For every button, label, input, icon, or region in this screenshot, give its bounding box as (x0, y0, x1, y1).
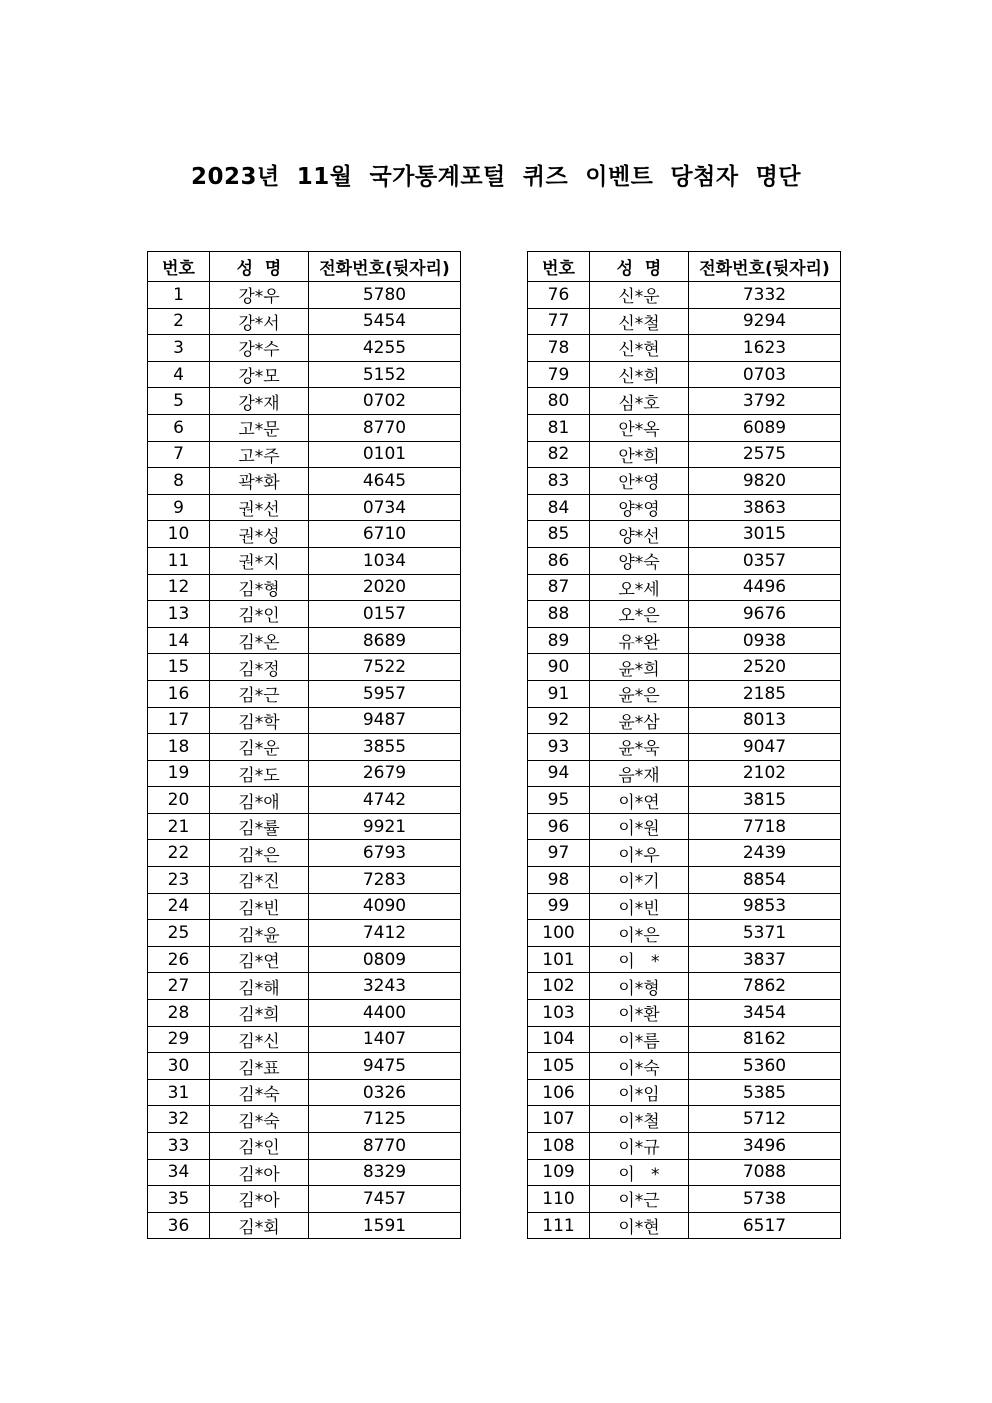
cell-number: 29 (148, 1026, 210, 1053)
table-row (148, 813, 461, 840)
table-row (528, 1186, 841, 1213)
cell-number: 106 (528, 1079, 590, 1106)
cell-name: 이*현 (590, 1212, 689, 1239)
cell-name: 안*희 (590, 441, 689, 468)
cell-number: 15 (148, 654, 210, 681)
cell-phone: 0938 (689, 627, 841, 654)
cell-phone: 1591 (309, 1212, 461, 1239)
cell-name: 김*윤 (210, 920, 309, 947)
table-row (528, 946, 841, 973)
header-name: 성 명 (590, 252, 689, 282)
cell-name: 윤*삼 (590, 707, 689, 734)
cell-phone: 7862 (689, 973, 841, 1000)
cell-name: 김*숙 (210, 1079, 309, 1106)
cell-phone: 9820 (689, 468, 841, 495)
cell-phone: 9853 (689, 893, 841, 920)
table-row (148, 1212, 461, 1239)
table-row (528, 601, 841, 628)
cell-number: 14 (148, 627, 210, 654)
cell-phone: 2679 (309, 760, 461, 787)
cell-phone: 6793 (309, 840, 461, 867)
cell-phone: 6517 (689, 1212, 841, 1239)
table-row (148, 494, 461, 521)
header-row (528, 252, 841, 282)
table-row (528, 787, 841, 814)
cell-name: 강*모 (210, 361, 309, 388)
cell-phone: 8329 (309, 1159, 461, 1186)
cell-number: 95 (528, 787, 590, 814)
cell-number: 8 (148, 468, 210, 495)
cell-number: 76 (528, 282, 590, 309)
cell-phone: 8770 (309, 1133, 461, 1160)
cell-name: 이*환 (590, 1000, 689, 1027)
cell-name: 권*지 (210, 547, 309, 574)
cell-number: 94 (528, 760, 590, 787)
cell-number: 110 (528, 1186, 590, 1213)
cell-number: 103 (528, 1000, 590, 1027)
cell-number: 19 (148, 760, 210, 787)
table-row (528, 973, 841, 1000)
table-row (148, 574, 461, 601)
cell-name: 강*서 (210, 308, 309, 335)
table-row (148, 441, 461, 468)
cell-phone: 7332 (689, 282, 841, 309)
table-row (528, 1000, 841, 1027)
cell-phone: 0101 (309, 441, 461, 468)
table-row (148, 468, 461, 495)
cell-name: 이*규 (590, 1133, 689, 1160)
table-row (148, 388, 461, 415)
cell-name: 신*희 (590, 361, 689, 388)
table-row (148, 627, 461, 654)
table-row (528, 282, 841, 309)
cell-name: 김*인 (210, 1133, 309, 1160)
cell-name: 안*영 (590, 468, 689, 495)
table-row (528, 840, 841, 867)
page-title: 2023년 11월 국가통계포털 퀴즈 이벤트 당첨자 명단 (190, 164, 802, 190)
cell-phone: 4742 (309, 787, 461, 814)
table-row (528, 707, 841, 734)
cell-phone: 7522 (309, 654, 461, 681)
table-row (148, 308, 461, 335)
cell-phone: 4255 (309, 335, 461, 362)
cell-number: 20 (148, 787, 210, 814)
cell-name: 김*애 (210, 787, 309, 814)
table-row (528, 867, 841, 894)
cell-name: 김*률 (210, 813, 309, 840)
cell-number: 11 (148, 547, 210, 574)
cell-number: 84 (528, 494, 590, 521)
cell-number: 35 (148, 1186, 210, 1213)
cell-name: 이*철 (590, 1106, 689, 1133)
cell-name: 이*빈 (590, 893, 689, 920)
cell-number: 97 (528, 840, 590, 867)
cell-number: 91 (528, 680, 590, 707)
cell-phone: 5957 (309, 680, 461, 707)
cell-phone: 0703 (689, 361, 841, 388)
cell-name: 이*은 (590, 920, 689, 947)
cell-name: 음*재 (590, 760, 689, 787)
cell-phone: 0157 (309, 601, 461, 628)
cell-name: 이 * (590, 1159, 689, 1186)
cell-number: 93 (528, 734, 590, 761)
table-row (528, 1079, 841, 1106)
table-row (148, 1106, 461, 1133)
winners-table-right (527, 251, 841, 1239)
cell-number: 28 (148, 1000, 210, 1027)
header-phone: 전화번호(뒷자리) (689, 252, 841, 282)
cell-number: 1 (148, 282, 210, 309)
cell-name: 이*근 (590, 1186, 689, 1213)
cell-phone: 7283 (309, 867, 461, 894)
table-row (528, 680, 841, 707)
cell-number: 6 (148, 414, 210, 441)
table-row (148, 414, 461, 441)
cell-number: 87 (528, 574, 590, 601)
table-row (148, 654, 461, 681)
header-number: 번호 (148, 252, 210, 282)
table-row (148, 601, 461, 628)
cell-phone: 5385 (689, 1079, 841, 1106)
cell-phone: 1407 (309, 1026, 461, 1053)
cell-number: 16 (148, 680, 210, 707)
cell-number: 26 (148, 946, 210, 973)
cell-phone: 4496 (689, 574, 841, 601)
table-row (148, 840, 461, 867)
cell-name: 심*호 (590, 388, 689, 415)
cell-number: 3 (148, 335, 210, 362)
winners-table-left (147, 251, 461, 1239)
cell-name: 윤*은 (590, 680, 689, 707)
table-row (148, 1079, 461, 1106)
table-row (528, 388, 841, 415)
cell-number: 108 (528, 1133, 590, 1160)
cell-number: 78 (528, 335, 590, 362)
cell-phone: 7718 (689, 813, 841, 840)
cell-phone: 2185 (689, 680, 841, 707)
cell-phone: 4400 (309, 1000, 461, 1027)
cell-phone: 5712 (689, 1106, 841, 1133)
cell-phone: 2439 (689, 840, 841, 867)
cell-name: 강*재 (210, 388, 309, 415)
header-number: 번호 (528, 252, 590, 282)
cell-name: 김*근 (210, 680, 309, 707)
header-phone: 전화번호(뒷자리) (309, 252, 461, 282)
cell-name: 신*현 (590, 335, 689, 362)
table-row (528, 734, 841, 761)
cell-number: 90 (528, 654, 590, 681)
header-row (148, 252, 461, 282)
cell-number: 96 (528, 813, 590, 840)
cell-number: 86 (528, 547, 590, 574)
cell-phone: 2575 (689, 441, 841, 468)
table-row (148, 361, 461, 388)
cell-number: 80 (528, 388, 590, 415)
cell-number: 17 (148, 707, 210, 734)
cell-number: 12 (148, 574, 210, 601)
cell-name: 이*숙 (590, 1053, 689, 1080)
cell-number: 100 (528, 920, 590, 947)
cell-phone: 7412 (309, 920, 461, 947)
cell-phone: 5780 (309, 282, 461, 309)
cell-name: 윤*욱 (590, 734, 689, 761)
cell-number: 105 (528, 1053, 590, 1080)
table-row (528, 335, 841, 362)
cell-number: 111 (528, 1212, 590, 1239)
cell-number: 79 (528, 361, 590, 388)
cell-phone: 2102 (689, 760, 841, 787)
cell-name: 오*은 (590, 601, 689, 628)
cell-phone: 9487 (309, 707, 461, 734)
cell-phone: 5738 (689, 1186, 841, 1213)
cell-number: 99 (528, 893, 590, 920)
cell-name: 김*형 (210, 574, 309, 601)
cell-name: 김*아 (210, 1186, 309, 1213)
cell-number: 36 (148, 1212, 210, 1239)
cell-name: 김*은 (210, 840, 309, 867)
cell-name: 이*임 (590, 1079, 689, 1106)
cell-phone: 8854 (689, 867, 841, 894)
cell-name: 김*숙 (210, 1106, 309, 1133)
cell-phone: 7125 (309, 1106, 461, 1133)
cell-name: 고*문 (210, 414, 309, 441)
cell-phone: 5371 (689, 920, 841, 947)
cell-name: 김*온 (210, 627, 309, 654)
cell-name: 김*인 (210, 601, 309, 628)
table-row (148, 1133, 461, 1160)
cell-number: 34 (148, 1159, 210, 1186)
table-row (528, 813, 841, 840)
cell-phone: 8770 (309, 414, 461, 441)
cell-phone: 9921 (309, 813, 461, 840)
table-row (148, 282, 461, 309)
cell-phone: 1034 (309, 547, 461, 574)
cell-number: 109 (528, 1159, 590, 1186)
cell-name: 권*성 (210, 521, 309, 548)
cell-phone: 0734 (309, 494, 461, 521)
table-row (528, 1026, 841, 1053)
cell-number: 13 (148, 601, 210, 628)
table-row (148, 893, 461, 920)
cell-name: 이*형 (590, 973, 689, 1000)
table-row (148, 734, 461, 761)
cell-name: 김*희 (210, 1000, 309, 1027)
cell-number: 101 (528, 946, 590, 973)
cell-phone: 1623 (689, 335, 841, 362)
cell-number: 83 (528, 468, 590, 495)
table-row (148, 867, 461, 894)
table-row (528, 1212, 841, 1239)
cell-name: 이*우 (590, 840, 689, 867)
table-row (148, 787, 461, 814)
table-row (528, 414, 841, 441)
cell-number: 4 (148, 361, 210, 388)
table-row (528, 1053, 841, 1080)
cell-phone: 4090 (309, 893, 461, 920)
cell-phone: 3792 (689, 388, 841, 415)
cell-name: 김*연 (210, 946, 309, 973)
cell-number: 98 (528, 867, 590, 894)
cell-number: 88 (528, 601, 590, 628)
cell-phone: 9676 (689, 601, 841, 628)
cell-name: 유*완 (590, 627, 689, 654)
cell-phone: 4645 (309, 468, 461, 495)
cell-phone: 3243 (309, 973, 461, 1000)
cell-name: 권*선 (210, 494, 309, 521)
table-row (528, 920, 841, 947)
header-name: 성 명 (210, 252, 309, 282)
table-row (148, 1159, 461, 1186)
table-row (528, 441, 841, 468)
cell-number: 92 (528, 707, 590, 734)
cell-number: 25 (148, 920, 210, 947)
cell-number: 31 (148, 1079, 210, 1106)
table-row (148, 760, 461, 787)
table-row (528, 547, 841, 574)
cell-phone: 8689 (309, 627, 461, 654)
cell-name: 김*도 (210, 760, 309, 787)
cell-name: 김*회 (210, 1212, 309, 1239)
cell-name: 김*학 (210, 707, 309, 734)
table-row (528, 893, 841, 920)
table-row (528, 1133, 841, 1160)
cell-number: 2 (148, 308, 210, 335)
cell-phone: 7457 (309, 1186, 461, 1213)
cell-name: 오*세 (590, 574, 689, 601)
cell-name: 김*운 (210, 734, 309, 761)
table-row (528, 521, 841, 548)
table-row (148, 680, 461, 707)
table-row (148, 946, 461, 973)
cell-phone: 5360 (689, 1053, 841, 1080)
cell-number: 104 (528, 1026, 590, 1053)
table-row (148, 920, 461, 947)
cell-number: 7 (148, 441, 210, 468)
cell-name: 김*신 (210, 1026, 309, 1053)
cell-name: 양*숙 (590, 547, 689, 574)
table-row (528, 361, 841, 388)
cell-phone: 5454 (309, 308, 461, 335)
cell-number: 30 (148, 1053, 210, 1080)
table-row (528, 760, 841, 787)
cell-name: 양*선 (590, 521, 689, 548)
cell-phone: 3454 (689, 1000, 841, 1027)
cell-number: 23 (148, 867, 210, 894)
cell-name: 곽*화 (210, 468, 309, 495)
table-row (148, 1186, 461, 1213)
cell-phone: 3837 (689, 946, 841, 973)
table-row (148, 547, 461, 574)
cell-phone: 5152 (309, 361, 461, 388)
cell-number: 24 (148, 893, 210, 920)
table-row (528, 654, 841, 681)
cell-name: 안*옥 (590, 414, 689, 441)
cell-name: 강*우 (210, 282, 309, 309)
table-row (148, 335, 461, 362)
cell-phone: 0702 (309, 388, 461, 415)
cell-name: 윤*희 (590, 654, 689, 681)
table-row (148, 1026, 461, 1053)
cell-phone: 0809 (309, 946, 461, 973)
cell-phone: 3863 (689, 494, 841, 521)
table-row (528, 574, 841, 601)
cell-phone: 6089 (689, 414, 841, 441)
table-row (528, 1159, 841, 1186)
cell-phone: 6710 (309, 521, 461, 548)
cell-number: 21 (148, 813, 210, 840)
cell-name: 김*아 (210, 1159, 309, 1186)
cell-phone: 9294 (689, 308, 841, 335)
cell-name: 김*정 (210, 654, 309, 681)
cell-number: 22 (148, 840, 210, 867)
cell-name: 김*빈 (210, 893, 309, 920)
cell-number: 85 (528, 521, 590, 548)
table-row (528, 308, 841, 335)
cell-phone: 2520 (689, 654, 841, 681)
cell-name: 이*름 (590, 1026, 689, 1053)
cell-name: 김*해 (210, 973, 309, 1000)
table-row (148, 973, 461, 1000)
cell-phone: 9047 (689, 734, 841, 761)
cell-number: 27 (148, 973, 210, 1000)
cell-name: 이*연 (590, 787, 689, 814)
cell-number: 9 (148, 494, 210, 521)
cell-number: 77 (528, 308, 590, 335)
cell-number: 32 (148, 1106, 210, 1133)
cell-number: 5 (148, 388, 210, 415)
cell-phone: 9475 (309, 1053, 461, 1080)
cell-name: 강*수 (210, 335, 309, 362)
cell-name: 고*주 (210, 441, 309, 468)
cell-phone: 8162 (689, 1026, 841, 1053)
cell-phone: 0357 (689, 547, 841, 574)
table-row (148, 707, 461, 734)
cell-name: 김*진 (210, 867, 309, 894)
cell-phone: 3015 (689, 521, 841, 548)
cell-number: 107 (528, 1106, 590, 1133)
cell-phone: 7088 (689, 1159, 841, 1186)
cell-number: 102 (528, 973, 590, 1000)
cell-phone: 8013 (689, 707, 841, 734)
table-row (528, 468, 841, 495)
cell-number: 82 (528, 441, 590, 468)
cell-number: 81 (528, 414, 590, 441)
table-row (528, 494, 841, 521)
table-row (148, 1053, 461, 1080)
cell-phone: 3855 (309, 734, 461, 761)
cell-name: 이 * (590, 946, 689, 973)
table-row (528, 627, 841, 654)
cell-name: 이*원 (590, 813, 689, 840)
cell-number: 10 (148, 521, 210, 548)
cell-name: 김*표 (210, 1053, 309, 1080)
cell-phone: 3496 (689, 1133, 841, 1160)
table-row (148, 1000, 461, 1027)
cell-phone: 2020 (309, 574, 461, 601)
cell-name: 양*영 (590, 494, 689, 521)
cell-phone: 3815 (689, 787, 841, 814)
cell-number: 33 (148, 1133, 210, 1160)
cell-phone: 0326 (309, 1079, 461, 1106)
cell-number: 18 (148, 734, 210, 761)
cell-name: 신*철 (590, 308, 689, 335)
table-row (148, 521, 461, 548)
cell-name: 이*기 (590, 867, 689, 894)
table-row (528, 1106, 841, 1133)
cell-number: 89 (528, 627, 590, 654)
cell-name: 신*운 (590, 282, 689, 309)
